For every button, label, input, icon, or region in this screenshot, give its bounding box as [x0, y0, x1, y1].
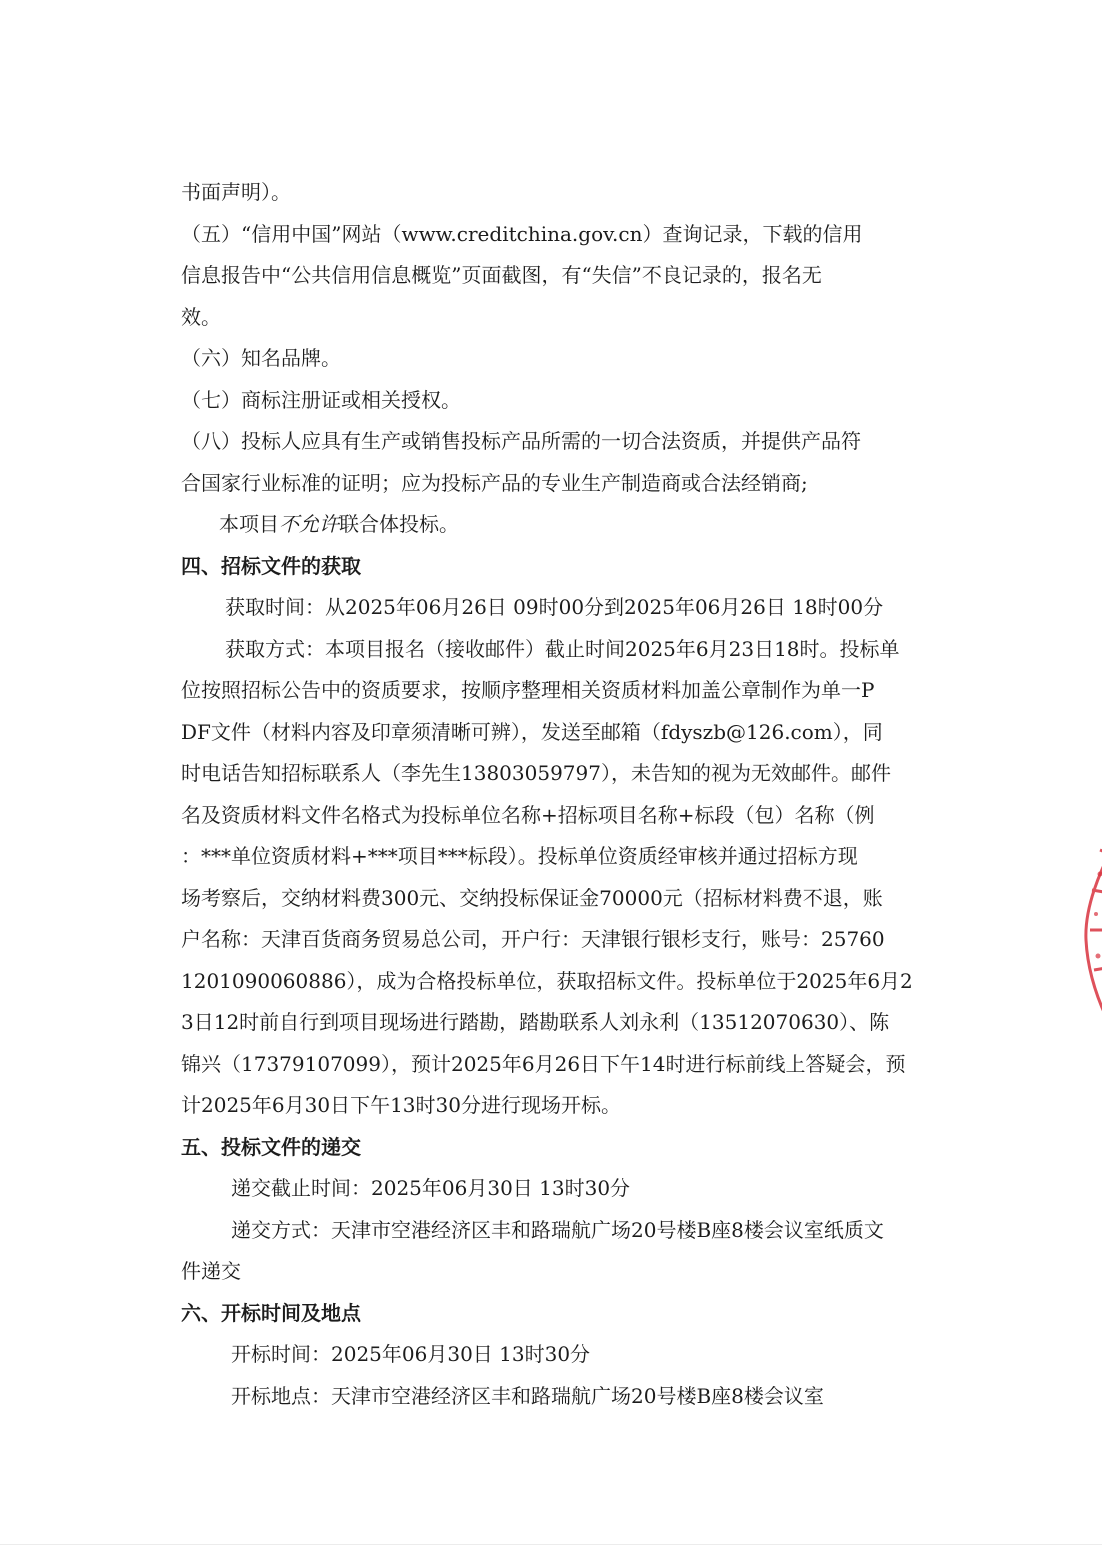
joint-bid-statement — [181, 504, 916, 546]
document-body — [181, 172, 916, 1417]
section-4-heading: 四、招标文件的获取 — [181, 553, 361, 578]
text-line: ：***单位资质材料+***项目***标段）。投标单位资质经审核并通过招标方现 — [181, 844, 858, 868]
text-line: 名及资质材料文件名格式为投标单位名称+招标项目名称+标段（包）名称（例 — [181, 802, 875, 827]
qualification-item-7: （七）商标注册证或相关授权。 — [181, 387, 461, 412]
text-line: DF文件（材料内容及印章须清晰可辨），发送至邮箱（fdyszb@126.com），同 — [181, 719, 883, 744]
text-line: 效。 — [181, 304, 221, 329]
opening-time: 开标时间：2025年06月30日 13时30分 — [231, 1342, 591, 1366]
qualification-item-8: （八）投标人应具有生产或销售投标产品所需的一切合法资质，并提供产品符 — [181, 429, 861, 453]
submission-method: 递交方式：天津市空港经济区丰和路瑞航广场20号楼B座8楼会议室纸质文 — [231, 1217, 884, 1242]
text-line: 1201090060886），成为合格投标单位，获取招标文件。投标单位于2025年6月2 — [181, 968, 913, 993]
text-line: 件递交 — [181, 1259, 241, 1283]
qualification-item-6: （六）知名品牌。 — [181, 346, 341, 370]
section-5-heading: 五、投标文件的递交 — [181, 1134, 361, 1159]
text-line: 合国家行业标准的证明；应为投标产品的专业生产制造商或合法经销商; — [181, 470, 808, 495]
opening-location: 开标地点：天津市空港经济区丰和路瑞航广场20号楼B座8楼会议室 — [231, 1383, 824, 1408]
submission-deadline: 递交截止时间：2025年06月30日 13时30分 — [231, 1176, 631, 1200]
page-bottom-edge — [0, 1544, 1102, 1545]
text-line: 场考察后，交纳材料费300元、交纳投标保证金70000元（招标材料费不退，账 — [181, 885, 883, 910]
text-line: 户名称：天津百货商务贸易总公司，开户行：天津银行银杉支行，账号：25760 — [181, 927, 885, 951]
text-line: 信息报告中“公共信用信息概览”页面截图，有“失信”不良记录的，报名无 — [181, 263, 822, 287]
partial-seal-stamp — [1070, 790, 1102, 1070]
section-6-heading: 六、开标时间及地点 — [181, 1300, 361, 1325]
text-line: 3日12时前自行到项目现场进行踏勘，踏勘联系人刘永利（13512070630）、陈 — [181, 1010, 890, 1034]
joint-bid-suffix: 联合体投标。 — [339, 512, 459, 536]
text-line: 书面声明）。 — [181, 180, 291, 204]
qualification-item-5: （五）“信用中国”网站（www.creditchina.gov.cn）查询记录，下载的信用 — [181, 221, 863, 246]
text-line: 位按照招标公告中的资质要求，按顺序整理相关资质材料加盖公章制作为单一P — [181, 678, 875, 702]
joint-bid-emphasis: 不允许 — [279, 512, 339, 536]
acquisition-method: 获取方式：本项目报名（接收邮件）截止时间2025年6月23日18时。投标单 — [225, 636, 900, 661]
text-line: 锦兴（17379107099），预计2025年6月26日下午14时进行标前线上答疑会，预 — [181, 1051, 906, 1076]
acquisition-time: 获取时间：从2025年06月26日 09时00分到2025年06月26日 18时00分 — [225, 595, 884, 619]
text-line: 计2025年6月30日下午13时30分进行现场开标。 — [181, 1093, 621, 1117]
joint-bid-prefix: 本项目 — [219, 512, 279, 536]
text-line: 时电话告知招标联系人（李先生13803059797），未告知的视为无效邮件。邮件 — [181, 761, 891, 785]
